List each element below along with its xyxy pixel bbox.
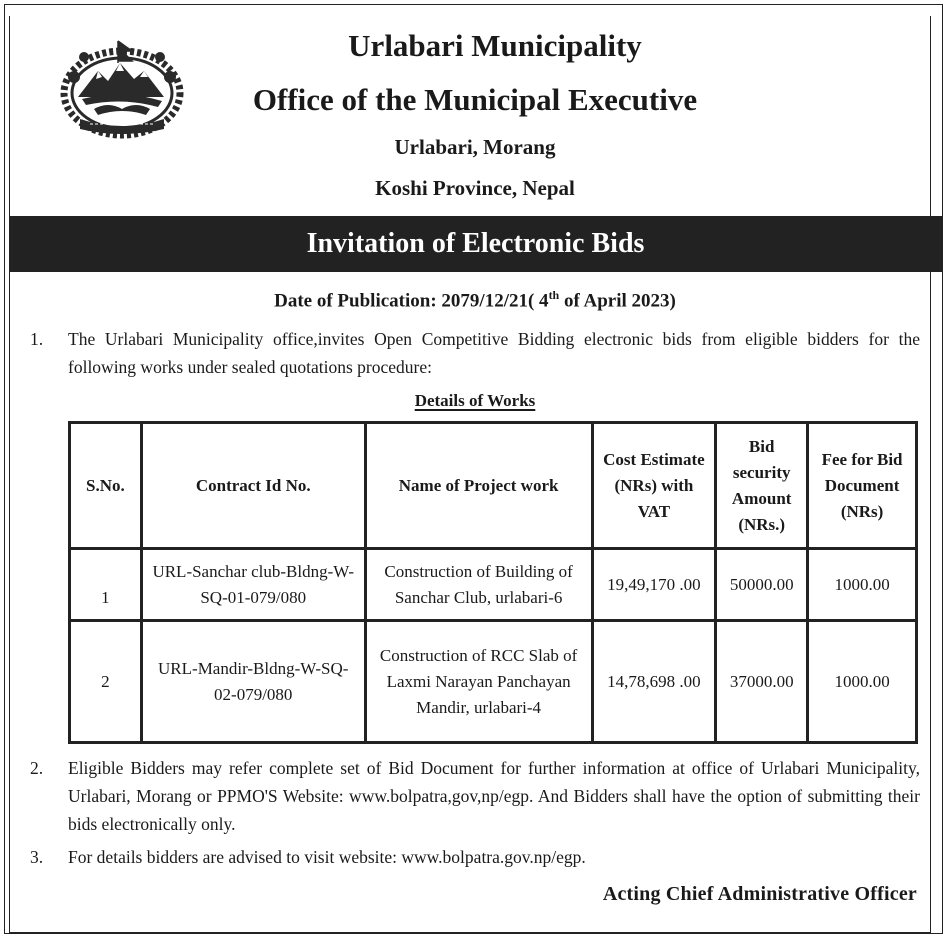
details-title bbox=[0, 391, 950, 411]
paragraph-1-text: The Urlabari Municipality office,invites Open Competitive Bidding electronic bids from eligible bidders for the following works under sealed quotations procedure: bbox=[68, 329, 920, 377]
paragraph-1 bbox=[30, 325, 920, 381]
header-cost-estimate: Cost Estimate (NRs) with VAT bbox=[592, 423, 716, 549]
signature-title: Acting Chief Administrative Officer bbox=[602, 883, 917, 905]
office-province: Koshi Province, Nepal bbox=[375, 176, 575, 200]
publication-date bbox=[0, 288, 950, 312]
cell-document-fee: 1000.00 bbox=[808, 549, 917, 621]
cell-sno: 1 bbox=[70, 549, 142, 621]
header-bid-security: Bid security Amount (NRs.) bbox=[716, 423, 808, 549]
notice-banner: Invitation of Electronic Bids bbox=[9, 216, 942, 272]
cell-contract-id: URL-Sanchar club-Bldng-W-SQ-01-079/080 bbox=[141, 549, 365, 621]
cell-bid-security: 37000.00 bbox=[716, 621, 808, 743]
publication-date-superscript: th bbox=[548, 288, 560, 302]
paragraph-2-text: Eligible Bidders may refer complete set of Bid Document for further information at office of Urlabari Municipality, Urlabari, Morang or PPMO'S Website: www.bolpatra,gov,np/egp. And Bidders shall have the option of submitting their bids electronically only. bbox=[68, 758, 920, 834]
header-contract-id: Contract Id No. bbox=[141, 423, 365, 549]
cell-sno: 2 bbox=[70, 621, 142, 743]
cell-project-name: Construction of RCC Slab of Laxmi Narayan Panchayan Mandir, urlabari-4 bbox=[365, 621, 592, 743]
publication-date-prefix: Date of Publication: 2079/12/21( 4 bbox=[274, 290, 549, 312]
municipality-name: Urlabari Municipality bbox=[348, 28, 642, 63]
header-sno: S.No. bbox=[70, 423, 142, 549]
paragraph-3 bbox=[30, 843, 920, 871]
table-header-row bbox=[70, 423, 917, 549]
office-name: Office of the Municipal Executive bbox=[252, 82, 698, 117]
cell-cost-estimate: 14,78,698 .00 bbox=[592, 621, 716, 743]
header-document-fee: Fee for Bid Document (NRs) bbox=[808, 423, 917, 549]
cell-project-name: Construction of Building of Sanchar Club, urlabari-6 bbox=[365, 549, 592, 621]
cell-document-fee: 1000.00 bbox=[808, 621, 917, 743]
paragraph-2-number: 2. bbox=[30, 758, 44, 778]
header-project-name: Name of Project work bbox=[365, 423, 592, 549]
cell-cost-estimate: 19,49,170 .00 bbox=[592, 549, 716, 621]
works-table bbox=[68, 421, 918, 744]
office-location: Urlabari, Morang bbox=[394, 135, 556, 159]
publication-date-suffix: of April 2023) bbox=[559, 290, 676, 312]
paragraph-2 bbox=[30, 754, 920, 838]
paragraph-3-number: 3. bbox=[30, 847, 44, 867]
cell-bid-security: 50000.00 bbox=[716, 549, 808, 621]
table-row bbox=[70, 549, 917, 621]
cell-contract-id: URL-Mandir-Bldng-W-SQ-02-079/080 bbox=[141, 621, 365, 743]
paragraph-1-number: 1. bbox=[30, 329, 44, 349]
paragraph-3-text: For details bidders are advised to visit website: www.bolpatra.gov.np/egp. bbox=[68, 847, 586, 867]
table-row bbox=[70, 621, 917, 743]
details-title-text: Details of Works bbox=[414, 391, 536, 410]
